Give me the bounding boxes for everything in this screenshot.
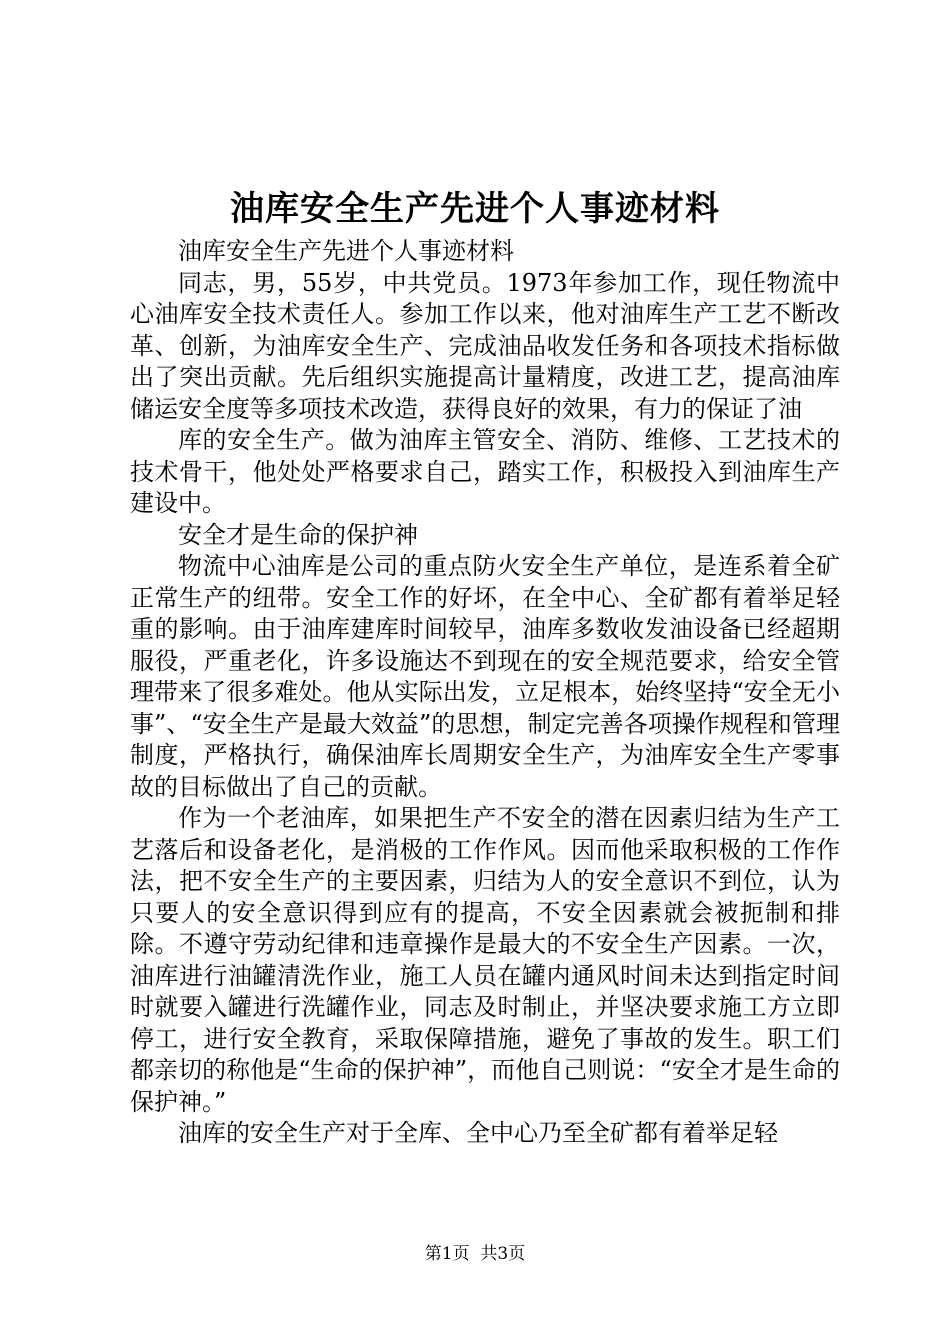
paragraph-safety: 物流中心油库是公司的重点防火安全生产单位，是连系着全矿正常生产的纽带。安全工作的好坏，在全中心、全矿都有着举足轻重的影响。由于油库建库时间较早，油库多数收发油设备已经超期服役，严重老化，许多设施达不到现在的安全规范要求，给安全管理带来了很多难处。他从实际出发，立足根本，始终坚持“安全无小事”、“安全生产是最大效益”的思想，制定完善各项操作规程和管理制度，严格执行，确保油库长周期安全生产，为油库安全生产零事故的目标做出了自己的贡献。 — [130, 552, 840, 801]
paragraph-final: 油库的安全生产对于全库、全中心乃至全矿都有着举足轻 — [178, 1119, 778, 1147]
paragraph-continuation: 库的安全生产。做为油库主管安全、消防、维修、工艺技术的技术骨干，他处处严格要求自己，踏实工作，积极投入到油库生产建设中。 — [130, 426, 840, 517]
document-body — [130, 236, 840, 1150]
paragraph-intro: 同志，男，55岁，中共党员。1973年参加工作，现任物流中心油库安全技术责任人。参加工作以来，他对油库生产工艺不断改革、创新，为油库安全生产、完成油品收发任务和各项技术指标做出了突出贡献。先后组织实施提高计量精度，改进工艺，提高油库储运安全度等多项技术改造，获得良好的效果，有力的保证了油 — [130, 268, 840, 423]
paragraph-subtitle: 油库安全生产先进个人事迹材料 — [178, 237, 514, 265]
page-footer — [0, 1240, 950, 1268]
page-total: 共3页 — [480, 1244, 526, 1264]
section-heading: 安全才是生命的保护神 — [178, 520, 418, 549]
document-title: 油库安全生产先进个人事迹材料 — [230, 189, 720, 229]
paragraph-old-depot: 作为一个老油库，如果把生产不安全的潜在因素归结为生产工艺落后和设备老化，是消极的工作作风。因而他采取积极的工作作法，把不安全生产的主要因素，归结为人的安全意识不到位，认为只要人的安全意识得到应有的提高，不安全因素就会被扼制和排除。不遵守劳动纪律和违章操作是最大的不安全生产因素。一次，油库进行油罐清洗作业，施工人员在罐内通风时间未达到指定时间时就要入罐进行洗罐作业，同志及时制止，并坚决要求施工方立即停工，进行安全教育，采取保障措施，避免了事故的发生。职工们都亲切的称他是“生命的保护神”，而他自己则说：“安全才是生命的保护神。” — [130, 804, 840, 1116]
page-number: 第1页 — [424, 1244, 470, 1264]
